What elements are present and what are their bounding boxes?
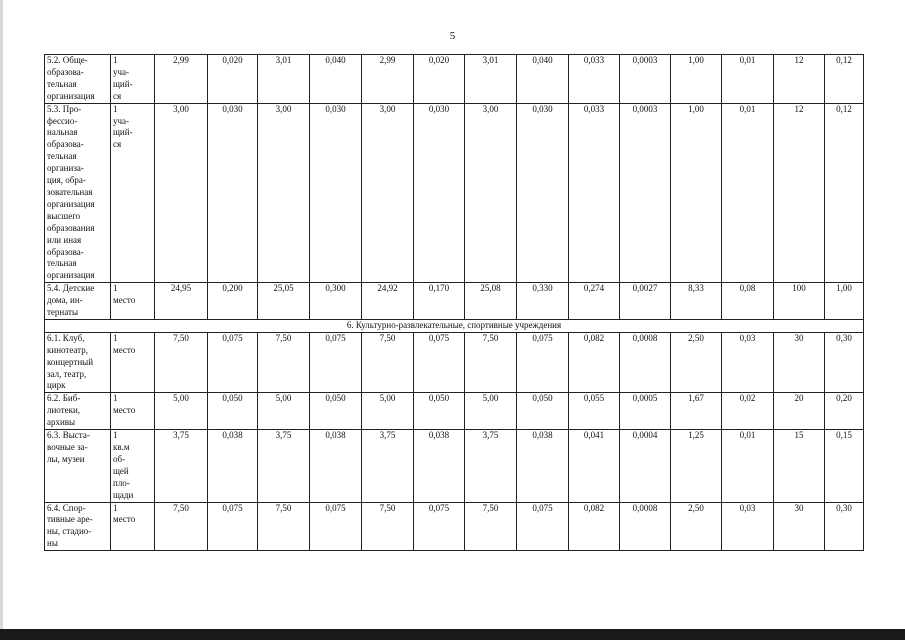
value-cell: 100: [774, 283, 825, 320]
facility-name-line: 5.3. Про-: [47, 103, 82, 114]
value-cell: 7,50: [258, 332, 310, 393]
value-cell: 0,15: [825, 430, 864, 502]
value-cell: 2,50: [671, 332, 722, 393]
facility-name-line: или иная: [47, 234, 82, 245]
value-cell: 0,170: [414, 283, 465, 320]
table-body: [45, 55, 864, 551]
value-cell: 1,00: [671, 55, 722, 104]
value-cell: 0,030: [517, 103, 569, 283]
facility-name-line: лиотеки,: [47, 405, 81, 416]
unit-line: кв.м: [113, 442, 130, 452]
value-cell: 0,300: [310, 283, 362, 320]
facility-name-line: 6.2. Биб-: [47, 393, 81, 404]
unit-cell: [111, 502, 155, 551]
facility-name-line: организация: [47, 90, 95, 101]
value-cell: 3,01: [465, 55, 517, 104]
value-cell: 7,50: [362, 502, 414, 551]
facility-name-line: дома, ин-: [47, 295, 83, 306]
unit-line: ся: [113, 139, 122, 150]
value-cell: 0,030: [414, 103, 465, 283]
value-cell: 0,041: [569, 430, 620, 502]
value-cell: 30: [774, 332, 825, 393]
facility-name-line: организа-: [47, 163, 84, 174]
table-row: [45, 283, 864, 320]
facility-name-line: организация: [47, 198, 95, 209]
value-cell: 20: [774, 393, 825, 430]
value-cell: 7,50: [155, 502, 208, 551]
value-cell: 0,030: [208, 103, 258, 283]
value-cell: 0,020: [414, 55, 465, 104]
value-cell: 3,75: [258, 430, 310, 502]
unit-cell: [111, 103, 155, 283]
value-cell: 5,00: [362, 393, 414, 430]
facility-name-cell: [45, 393, 111, 430]
facility-name-line: фессио-: [47, 115, 78, 126]
unit-cell: [111, 283, 155, 320]
facility-name-line: ны, стадио-: [47, 526, 92, 537]
facility-name-cell: [45, 103, 111, 283]
value-cell: 0,075: [414, 502, 465, 551]
unit-line: место: [113, 295, 136, 306]
value-cell: 0,274: [569, 283, 620, 320]
value-cell: 1,00: [671, 103, 722, 283]
table-row: [45, 103, 864, 283]
unit-line: место: [113, 514, 136, 525]
unit-line: 1: [113, 393, 118, 404]
value-cell: 0,0005: [620, 393, 671, 430]
value-cell: 0,040: [517, 55, 569, 104]
facility-name-line: тернаты: [47, 307, 78, 318]
value-cell: 0,02: [722, 393, 774, 430]
value-cell: 15: [774, 430, 825, 502]
value-cell: 0,038: [414, 430, 465, 502]
facility-name-line: 6.3. Выста-: [47, 430, 90, 441]
facility-name-line: тельная: [47, 151, 77, 162]
value-cell: 0,075: [517, 332, 569, 393]
facility-name-line: архивы: [47, 417, 76, 428]
table-row: [45, 393, 864, 430]
unit-cell: [111, 332, 155, 393]
page-number: 5: [449, 30, 456, 42]
value-cell: 24,95: [155, 283, 208, 320]
section-header-row: [45, 319, 864, 332]
value-cell: 5,00: [465, 393, 517, 430]
value-cell: 3,75: [155, 430, 208, 502]
value-cell: 3,00: [258, 103, 310, 283]
value-cell: 0,038: [517, 430, 569, 502]
value-cell: 1,25: [671, 430, 722, 502]
value-cell: 0,01: [722, 430, 774, 502]
value-cell: 8,33: [671, 283, 722, 320]
unit-line: пло-: [113, 477, 130, 488]
value-cell: 7,50: [155, 332, 208, 393]
value-cell: 0,038: [208, 430, 258, 502]
value-cell: 0,30: [825, 332, 864, 393]
value-cell: 0,033: [569, 103, 620, 283]
unit-line: 1: [113, 55, 118, 65]
unit-cell: [111, 393, 155, 430]
facility-name-line: 5.4. Детские: [47, 283, 95, 294]
facility-name-line: 6.4. Спор-: [47, 502, 86, 513]
value-cell: 12: [774, 103, 825, 283]
unit-line: об-: [113, 453, 126, 464]
value-cell: 0,0008: [620, 502, 671, 551]
value-cell: 0,030: [310, 103, 362, 283]
value-cell: 0,038: [310, 430, 362, 502]
value-cell: 0,075: [310, 332, 362, 393]
value-cell: 7,50: [465, 332, 517, 393]
facility-name-line: 6.1. Клуб,: [47, 332, 85, 343]
value-cell: 3,75: [362, 430, 414, 502]
value-cell: 0,0003: [620, 103, 671, 283]
norms-table: [44, 54, 864, 551]
unit-line: место: [113, 344, 136, 355]
value-cell: 0,0003: [620, 55, 671, 104]
facility-name-cell: [45, 430, 111, 502]
value-cell: 0,082: [569, 502, 620, 551]
value-cell: 0,01: [722, 103, 774, 283]
facility-name-line: зал, театр,: [47, 368, 87, 379]
unit-line: щий-: [113, 78, 133, 89]
facility-name-line: образова-: [47, 246, 84, 257]
value-cell: 3,75: [465, 430, 517, 502]
value-cell: 0,330: [517, 283, 569, 320]
facility-name-line: концертный: [47, 356, 94, 367]
facility-name-cell: [45, 502, 111, 551]
value-cell: 7,50: [258, 502, 310, 551]
facility-name-line: 5.2. Обще-: [47, 55, 88, 65]
facility-name-line: образова-: [47, 66, 84, 77]
value-cell: 3,00: [155, 103, 208, 283]
unit-line: 1: [113, 430, 118, 441]
value-cell: 0,050: [208, 393, 258, 430]
value-cell: 0,040: [310, 55, 362, 104]
unit-line: уча-: [113, 66, 130, 77]
facility-name-cell: [45, 332, 111, 393]
facility-name-line: зовательная: [47, 186, 93, 197]
value-cell: 0,055: [569, 393, 620, 430]
facility-name-line: образова-: [47, 139, 84, 150]
value-cell: 25,05: [258, 283, 310, 320]
table-row: [45, 502, 864, 551]
value-cell: 3,00: [362, 103, 414, 283]
unit-cell: [111, 55, 155, 104]
facility-name-line: цирк: [47, 380, 66, 391]
value-cell: 24,92: [362, 283, 414, 320]
value-cell: 0,12: [825, 103, 864, 283]
value-cell: 0,08: [722, 283, 774, 320]
table-row: [45, 332, 864, 393]
unit-line: ся: [113, 90, 122, 101]
unit-line: 1: [113, 502, 118, 513]
value-cell: 0,12: [825, 55, 864, 104]
value-cell: 7,50: [465, 502, 517, 551]
value-cell: 5,00: [155, 393, 208, 430]
facility-name-line: тельная: [47, 78, 77, 89]
facility-name-line: образования: [47, 222, 95, 233]
value-cell: 2,99: [155, 55, 208, 104]
value-cell: 0,033: [569, 55, 620, 104]
value-cell: 0,0004: [620, 430, 671, 502]
value-cell: 0,050: [310, 393, 362, 430]
value-cell: 0,050: [517, 393, 569, 430]
facility-name-line: ция, обра-: [47, 175, 86, 186]
unit-line: уча-: [113, 115, 130, 126]
facility-name-line: тельная: [47, 258, 77, 269]
facility-name-line: ны: [47, 538, 58, 549]
facility-name-line: организация: [47, 270, 95, 281]
value-cell: 0,0027: [620, 283, 671, 320]
value-cell: 0,082: [569, 332, 620, 393]
facility-name-line: вочные за-: [47, 442, 88, 452]
section-title: 6. Культурно-развлекательные, спортивные учреждения: [45, 319, 864, 332]
value-cell: 3,00: [465, 103, 517, 283]
unit-line: 1: [113, 332, 118, 343]
value-cell: 0,075: [414, 332, 465, 393]
value-cell: 7,50: [362, 332, 414, 393]
value-cell: 0,075: [517, 502, 569, 551]
value-cell: 0,075: [310, 502, 362, 551]
facility-name-cell: [45, 55, 111, 104]
value-cell: 0,020: [208, 55, 258, 104]
value-cell: 0,30: [825, 502, 864, 551]
value-cell: 0,075: [208, 332, 258, 393]
value-cell: 1,00: [825, 283, 864, 320]
unit-line: 1: [113, 283, 118, 294]
value-cell: 0,075: [208, 502, 258, 551]
value-cell: 0,050: [414, 393, 465, 430]
value-cell: 25,08: [465, 283, 517, 320]
value-cell: 3,01: [258, 55, 310, 104]
facility-name-line: нальная: [47, 127, 78, 138]
facility-name-cell: [45, 283, 111, 320]
scan-edge: [0, 0, 3, 640]
unit-line: щади: [113, 489, 134, 500]
value-cell: 0,20: [825, 393, 864, 430]
scan-bottom-border: [0, 629, 905, 640]
facility-name-line: тивные аре-: [47, 514, 93, 525]
table-row: [45, 55, 864, 104]
unit-line: щий-: [113, 127, 133, 138]
value-cell: 30: [774, 502, 825, 551]
unit-line: щей: [113, 465, 129, 476]
value-cell: 12: [774, 55, 825, 104]
value-cell: 2,50: [671, 502, 722, 551]
unit-cell: [111, 430, 155, 502]
value-cell: 0,01: [722, 55, 774, 104]
value-cell: 0,200: [208, 283, 258, 320]
value-cell: 5,00: [258, 393, 310, 430]
unit-line: место: [113, 405, 136, 416]
facility-name-line: высшего: [47, 210, 81, 221]
facility-name-line: лы, музеи: [47, 453, 85, 464]
unit-line: 1: [113, 103, 118, 114]
table-row: [45, 430, 864, 502]
value-cell: 2,99: [362, 55, 414, 104]
value-cell: 1,67: [671, 393, 722, 430]
value-cell: 0,0008: [620, 332, 671, 393]
value-cell: 0,03: [722, 332, 774, 393]
facility-name-line: кинотеатр,: [47, 344, 88, 355]
value-cell: 0,03: [722, 502, 774, 551]
